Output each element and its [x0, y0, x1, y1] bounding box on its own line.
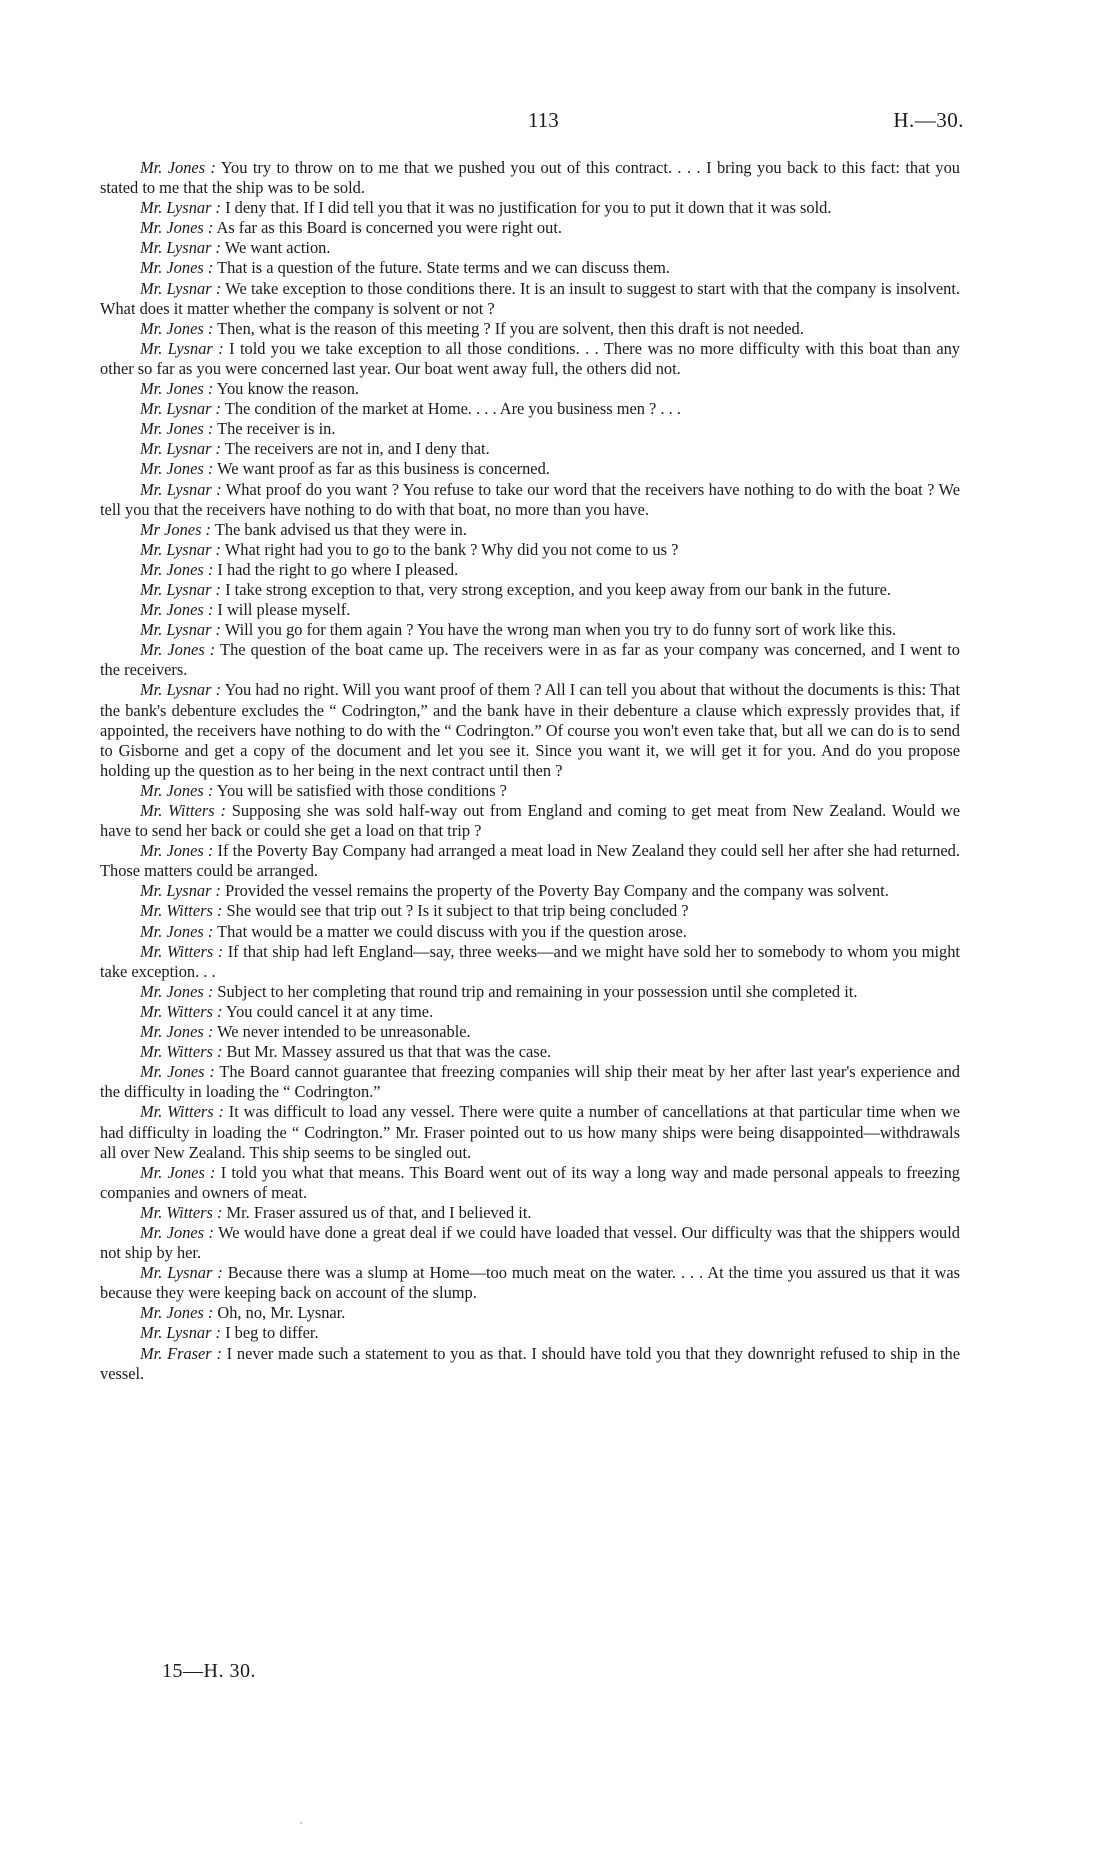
- transcript-paragraph: [100, 600, 960, 620]
- transcript-paragraph: [100, 781, 960, 801]
- transcript-paragraph: [100, 620, 960, 640]
- transcript-paragraph: [100, 1303, 960, 1323]
- speech-text: It was difficult to load any vessel. There were quite a number of cancellations at that particular time when we had difficulty in loading the “ Codrington.” Mr. Fraser pointed out to us how many ships were being disappointed—withdrawals all over New Zealand. This ship seems to be singled out.: [100, 1102, 960, 1162]
- page-number: 113: [528, 108, 559, 132]
- speech-text: The question of the boat came up. The receivers were in as far as your company was concerned, and I went to the receivers.: [100, 640, 960, 680]
- speaker-name: Mr. Jones :: [140, 780, 214, 800]
- transcript-paragraph: [100, 1062, 960, 1102]
- speech-text: But Mr. Massey assured us that that was the case.: [222, 1042, 552, 1062]
- speech-text: I will please myself.: [213, 600, 351, 620]
- speech-text: What proof do you want ? You refuse to take our word that the receivers have nothing to do with the boat ? We tell you that the receivers have nothing to do with that boat, no more than you have.: [100, 479, 960, 519]
- transcript-paragraph: [100, 901, 960, 921]
- speech-text: We take exception to those conditions there. It is an insult to suggest to start with that the company is insolvent. What does it matter whether the company is solvent or not ?: [100, 278, 960, 318]
- speech-text: You try to throw on to me that we pushed you out of this contract. . . . I bring you back to this fact: that you stated to me that the ship was to be sold.: [100, 158, 960, 198]
- speech-text: Then, what is the reason of this meeting ? If you are solvent, then this draft is not needed.: [213, 318, 804, 338]
- speech-text: I take strong exception to that, very strong exception, and you keep away from our bank in the future.: [221, 579, 892, 599]
- speech-text: I deny that. If I did tell you that it was no justification for you to put it down that it was sold.: [221, 198, 832, 218]
- speech-text: We would have done a great deal if we could have loaded that vessel. Our difficulty was that the shippers would not ship by her.: [100, 1222, 960, 1263]
- speaker-name: Mr. Jones :: [140, 318, 214, 338]
- speaker-name: Mr. Lysnar :: [140, 881, 222, 901]
- speaker-name: Mr. Lysnar :: [140, 1323, 222, 1343]
- printer-signature: 15—H. 30.: [162, 1660, 256, 1682]
- transcript-paragraph: [100, 560, 960, 580]
- speaker-name: Mr. Witters :: [140, 1102, 224, 1122]
- speech-text: We never intended to be unreasonable.: [213, 1022, 471, 1042]
- speaker-name: Mr Jones :: [140, 519, 212, 539]
- transcript-paragraph: [100, 439, 960, 459]
- speaker-name: Mr. Lysnar :: [140, 539, 222, 559]
- document-reference: H.—30.: [893, 108, 964, 132]
- transcript-paragraph: [100, 258, 960, 278]
- speech-text: You could cancel it at any time.: [222, 1001, 434, 1021]
- speaker-name: Mr. Jones :: [140, 218, 214, 238]
- speech-text: The Board cannot guarantee that freezing companies will ship their meat by her after last year's experience and the difficulty in loading the “ Codrington.”: [100, 1062, 960, 1102]
- transcript-paragraph: [100, 801, 960, 841]
- speaker-name: Mr. Lysnar :: [140, 198, 222, 218]
- speech-text: If that ship had left England—say, three weeks—and we might have sold her to somebody to whom you might take exception. . .: [100, 941, 960, 981]
- speech-text: As far as this Board is concerned you were right out.: [213, 218, 562, 238]
- transcript-paragraph: [100, 580, 960, 600]
- transcript-paragraph: [100, 319, 960, 339]
- speaker-name: Mr. Lysnar :: [140, 620, 222, 640]
- transcript-paragraph: [100, 1203, 960, 1223]
- speaker-name: Mr. Jones :: [140, 158, 216, 177]
- speech-text: We want action.: [221, 238, 331, 258]
- transcript-paragraph: [100, 942, 960, 982]
- page-header: [0, 108, 1114, 138]
- speaker-name: Mr. Jones :: [140, 841, 214, 861]
- speaker-name: Mr. Lysnar :: [140, 399, 222, 419]
- transcript-paragraph: [100, 1323, 960, 1343]
- speaker-name: Mr. Witters :: [140, 901, 223, 921]
- speech-text: I told you we take exception to all those conditions. . . There was no more difficulty with this boat than any other so far as you were concerned last year. Our boat went away full, the others did not.: [100, 338, 961, 378]
- speech-text: She would see that trip out ? Is it subject to that trip being concluded ?: [222, 901, 689, 921]
- speech-text: We want proof as far as this business is concerned.: [213, 459, 550, 479]
- speech-text: That is a question of the future. State terms and we can discuss them.: [213, 258, 671, 278]
- speech-text: What right had you to go to the bank ? Why did you not come to us ?: [221, 539, 679, 559]
- transcript-paragraph: [100, 841, 960, 881]
- speech-text: The receivers are not in, and I deny that.: [221, 439, 490, 459]
- transcript-paragraph: [100, 459, 960, 479]
- transcript-body: [100, 158, 960, 1384]
- speaker-name: Mr. Jones :: [140, 921, 214, 941]
- transcript-paragraph: [100, 379, 960, 399]
- speaker-name: Mr. Jones :: [140, 1303, 214, 1323]
- speaker-name: Mr. Jones :: [140, 419, 214, 439]
- speaker-name: Mr. Witters :: [140, 1042, 223, 1062]
- speech-text: You had no right. Will you want proof of them ? All I can tell you about that without the documents is this: That the bank's debenture excludes the “ Codrington,” and the bank have in their debenture a clause which expressly provides that, if appointed, the receivers have nothing to do with the “ Codrington.” Of course you won't even take that, but all we can do is to send to Gisborne and get a copy of the document and let you see it. Since you want it, we will get it for you. And do you propose holding up the question as to her being in the next contract until then ?: [100, 680, 960, 780]
- speech-text: I had the right to go where I pleased.: [213, 559, 459, 579]
- speaker-name: Mr. Jones :: [140, 1022, 214, 1042]
- transcript-paragraph: [100, 1223, 960, 1263]
- speaker-name: Mr. Jones :: [140, 1162, 216, 1182]
- transcript-paragraph: [100, 1002, 960, 1022]
- transcript-paragraph: [100, 1344, 960, 1384]
- speech-text: If the Poverty Bay Company had arranged a meat load in New Zealand they could sell her after she had returned. Those matters could be arranged.: [100, 841, 960, 881]
- transcript-paragraph: [100, 520, 960, 540]
- transcript-paragraph: [100, 238, 960, 258]
- speech-text: Provided the vessel remains the property of the Poverty Bay Company and the company was solvent.: [221, 881, 889, 901]
- speaker-name: Mr. Witters :: [140, 801, 226, 820]
- transcript-paragraph: [100, 540, 960, 560]
- speaker-name: Mr. Witters :: [140, 1001, 223, 1021]
- speech-text: I never made such a statement to you as that. I should have told you that they downright refused to ship in the vessel.: [100, 1343, 960, 1383]
- transcript-paragraph: [100, 1163, 960, 1203]
- transcript-paragraph: [100, 881, 960, 901]
- transcript-paragraph: [100, 419, 960, 439]
- transcript-paragraph: [100, 399, 960, 419]
- speaker-name: Mr. Jones :: [140, 1222, 214, 1242]
- speech-text: Oh, no, Mr. Lysnar.: [213, 1303, 346, 1323]
- transcript-paragraph: [100, 1263, 960, 1303]
- speaker-name: Mr. Jones :: [140, 981, 214, 1001]
- transcript-paragraph: [100, 1022, 960, 1042]
- speaker-name: Mr. Jones :: [140, 640, 216, 660]
- transcript-paragraph: [100, 982, 960, 1002]
- speaker-name: Mr. Jones :: [140, 258, 214, 278]
- speaker-name: Mr. Lysnar :: [140, 579, 222, 599]
- transcript-paragraph: [100, 922, 960, 942]
- transcript-paragraph: [100, 680, 960, 780]
- speaker-name: Mr. Jones :: [140, 559, 214, 579]
- speech-text: The receiver is in.: [213, 419, 336, 439]
- speaker-name: Mr. Witters :: [140, 1202, 223, 1222]
- speaker-name: Mr. Fraser :: [140, 1343, 222, 1363]
- speaker-name: Mr. Lysnar :: [140, 278, 222, 298]
- speaker-name: Mr. Lysnar :: [140, 680, 222, 700]
- speaker-name: Mr. Lysnar :: [140, 1263, 223, 1283]
- scan-speck: [300, 1822, 302, 1824]
- transcript-paragraph: [100, 158, 960, 198]
- transcript-paragraph: [100, 339, 960, 379]
- speech-text: Because there was a slump at Home—too much meat on the water. . . . At the time you assured us that it was because they were keeping back on account of the slump.: [100, 1263, 960, 1303]
- transcript-paragraph: [100, 480, 960, 520]
- transcript-paragraph: [100, 1042, 960, 1062]
- speech-text: The bank advised us that they were in.: [211, 519, 467, 539]
- transcript-paragraph: [100, 640, 960, 680]
- speaker-name: Mr. Jones :: [140, 459, 214, 479]
- speaker-name: Mr. Jones :: [140, 600, 214, 620]
- speech-text: I told you what that means. This Board went out of its way a long way and made personal appeals to freezing companies and owners of meat.: [100, 1162, 960, 1202]
- transcript-paragraph: [100, 279, 960, 319]
- transcript-paragraph: [100, 1102, 960, 1162]
- speaker-name: Mr. Witters :: [140, 941, 224, 961]
- speech-text: I beg to differ.: [221, 1323, 319, 1343]
- speech-text: You will be satisfied with those conditions ?: [213, 780, 507, 800]
- transcript-paragraph: [100, 218, 960, 238]
- speaker-name: Mr. Lysnar :: [140, 238, 222, 258]
- speech-text: The condition of the market at Home. . . . Are you business men ? . . .: [221, 399, 681, 419]
- speech-text: Mr. Fraser assured us of that, and I believed it.: [222, 1202, 532, 1222]
- speech-text: Subject to her completing that round trip and remaining in your possession until she completed it.: [213, 981, 858, 1001]
- speaker-name: Mr. Lysnar :: [140, 338, 224, 358]
- speaker-name: Mr. Jones :: [140, 1062, 215, 1082]
- speech-text: That would be a matter we could discuss with you if the question arose.: [213, 921, 687, 941]
- speech-text: Will you go for them again ? You have the wrong man when you try to do funny sort of work like this.: [221, 620, 897, 640]
- speaker-name: Mr. Lysnar :: [140, 479, 222, 499]
- speech-text: You know the reason.: [213, 379, 359, 399]
- speech-text: Supposing she was sold half-way out from England and coming to get meat from New Zealand. Would we have to send her back or could she get a load on that trip ?: [100, 801, 960, 841]
- transcript-paragraph: [100, 198, 960, 218]
- speaker-name: Mr. Jones :: [140, 379, 214, 399]
- speaker-name: Mr. Lysnar :: [140, 439, 222, 459]
